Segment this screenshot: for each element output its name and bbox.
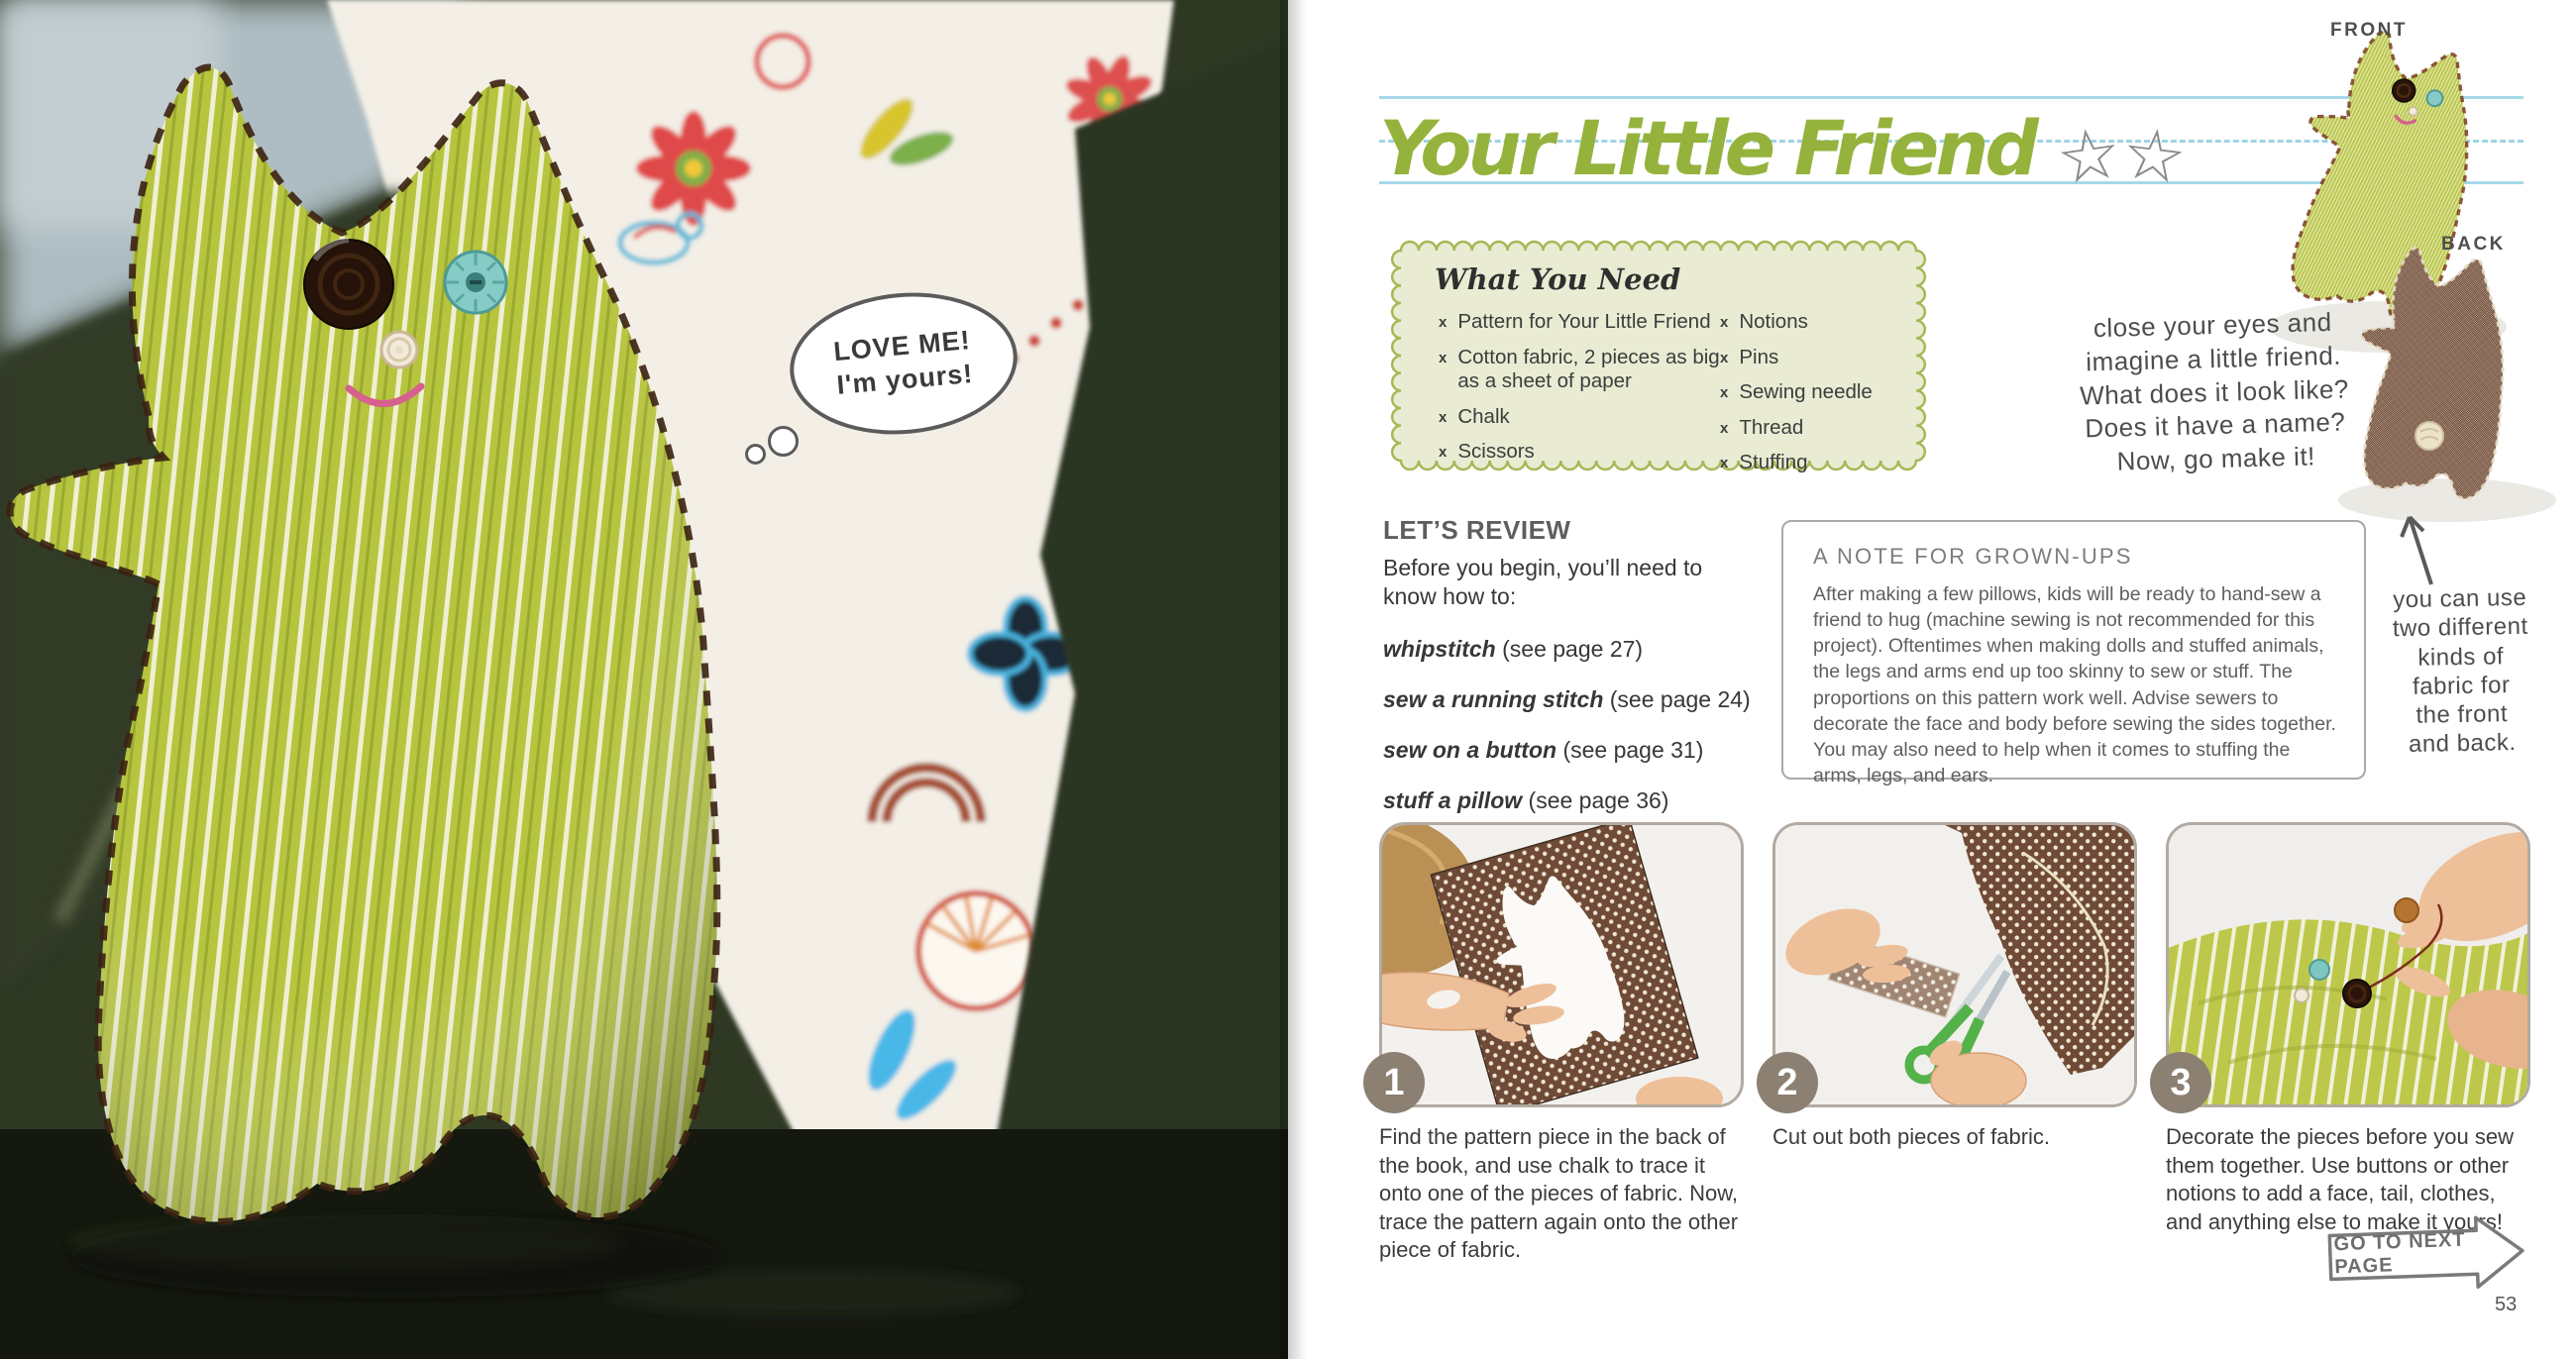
supply-item: Thread (1739, 415, 1804, 439)
front-label: FRONT (2330, 20, 2408, 41)
back-label: BACK (2441, 234, 2506, 255)
tip-line: two different (2392, 613, 2528, 643)
supplies-column-1 (1439, 310, 1721, 475)
what-you-need-heading: What You Need (1435, 262, 1681, 296)
step-number-badge: 1 (1363, 1052, 1425, 1113)
x-bullet-icon: x (1439, 314, 1448, 331)
speech-line-2: I'm yours! (835, 358, 975, 400)
page-title (1379, 104, 2192, 202)
supply-item: Pins (1739, 345, 1779, 368)
button-eye-right (445, 252, 506, 313)
supply-item: Notions (1739, 310, 1808, 333)
toy-shadow (69, 1214, 723, 1298)
skill-page-ref: (see page 24) (1603, 685, 1751, 712)
orange-fan (918, 893, 1033, 1008)
skill-page-ref: (see page 27) (1495, 635, 1644, 662)
supply-item: Chalk (1457, 404, 1510, 428)
red-daisy (636, 111, 751, 226)
x-bullet-icon: x (1720, 314, 1729, 331)
step-1-caption: Find the pattern piece in the back of the book, and use chalk to trace it onto one of the pieces of fabric. Now, trace the pattern again onto the other piece of fabric. (1379, 1124, 1739, 1263)
grown-ups-note-heading: A NOTE FOR GROWN-UPS (1813, 544, 2133, 569)
supply-item: Cotton fabric, 2 pieces as big as a sheet of paper (1457, 345, 1720, 393)
imagine-line: imagine a little friend. (2085, 340, 2342, 377)
tip-line: you can use (2393, 583, 2527, 614)
skill-item (1383, 636, 1779, 663)
skill-name: sew on a button (1383, 736, 1557, 763)
x-bullet-icon: x (1720, 455, 1729, 472)
speech-line-1: LOVE ME! (832, 325, 972, 367)
supply-item: Scissors (1457, 440, 1535, 464)
skill-name: stuff a pillow (1383, 786, 1523, 813)
decorating-fabric-photo (2169, 825, 2527, 1104)
skill-name: whipstitch (1383, 635, 1496, 662)
grown-ups-note-body: After making a few pillows, kids will be ready to hand-sew a friend to hug (machine sewing is not recommended for this project). Oftentimes when making dolls and stuffed animals, the legs and arms end up too skinny to sew or stuff. The proportions on this pattern work well. Advise sewers to decorate the face and body before sewing the sides together. You may also need to help when it comes to stuffing the arms, legs, and ears. (1813, 583, 2336, 786)
step-3-caption: Decorate the pieces before you sew them together. Use buttons or other notions to add a face, tail, clothes, and anything else to make it yours! (2166, 1124, 2514, 1234)
next-page-label: GO TO NEXT PAGE (2333, 1228, 2466, 1279)
imagine-line: Now, go make it! (2116, 441, 2316, 476)
supply-item: Sewing needle (1739, 380, 1873, 404)
x-bullet-icon: x (1720, 349, 1729, 366)
step-3-photo (2166, 822, 2530, 1107)
tip-line: kinds of (2417, 642, 2505, 672)
step-number-badge: 2 (1757, 1052, 1818, 1113)
step-3 (2166, 822, 2534, 1236)
step-number-badge: 3 (2150, 1052, 2211, 1113)
x-bullet-icon: x (1439, 444, 1448, 462)
skill-page-ref: (see page 36) (1522, 786, 1669, 813)
supplies-column-2 (1720, 310, 1908, 486)
skill-page-ref: (see page 31) (1556, 736, 1704, 763)
lets-review-intro: Before you begin, you’ll need to know how to: (1383, 555, 1703, 610)
tip-line: fabric for (2412, 671, 2511, 700)
supply-item: Pattern for Your Little Friend (1457, 310, 1711, 333)
tip-line: and back. (2408, 729, 2517, 759)
x-bullet-icon: x (1720, 384, 1729, 402)
page-title-text: Your Little Friend (1379, 104, 2035, 192)
cutting-fabric-photo (1775, 825, 2134, 1104)
lets-review-heading: LET’S REVIEW (1383, 515, 1571, 545)
skill-item (1383, 686, 1779, 713)
tail-button (2415, 422, 2443, 450)
arrow-up-icon (2394, 503, 2453, 588)
skill-item (1383, 787, 1779, 814)
tracing-pattern-photo (1382, 825, 1741, 1104)
shell-nose (381, 332, 417, 367)
imagine-line: What does it look like? (2079, 373, 2350, 411)
skill-item (1383, 737, 1779, 764)
supply-item: Stuffing (1739, 451, 1808, 474)
tip-line: the front (2415, 700, 2509, 729)
imagine-line: close your eyes and (2093, 306, 2332, 344)
step-2-photo (1772, 822, 2137, 1107)
what-you-need-box (1401, 251, 1916, 474)
x-bullet-icon: x (1439, 408, 1448, 426)
lets-review-section (1383, 515, 1779, 814)
step-1 (1379, 822, 1748, 1265)
step-2 (1772, 822, 2141, 1152)
handwritten-imagine-note (2009, 304, 2419, 482)
imagine-line: Does it have a name? (2085, 406, 2346, 444)
thimble (2395, 898, 2418, 922)
bubble-tail-dot (768, 426, 799, 457)
bubble-tail-dot (745, 444, 766, 465)
step-2-caption: Cut out both pieces of fabric. (1772, 1124, 2051, 1149)
difficulty-star-icon: ☆ (2051, 109, 2126, 202)
step-1-photo (1379, 822, 1744, 1107)
x-bullet-icon: x (1720, 419, 1729, 437)
handwritten-fabric-tip (2372, 582, 2549, 760)
difficulty-star-icon: ☆ (2117, 110, 2192, 201)
page-number: 53 (2495, 1294, 2518, 1315)
skill-name: sew a running stitch (1383, 685, 1604, 712)
button-eye-left (304, 240, 393, 329)
grown-ups-note-box (1781, 520, 2366, 786)
x-bullet-icon: x (1439, 349, 1448, 366)
go-to-next-page-button[interactable] (2325, 1212, 2532, 1297)
